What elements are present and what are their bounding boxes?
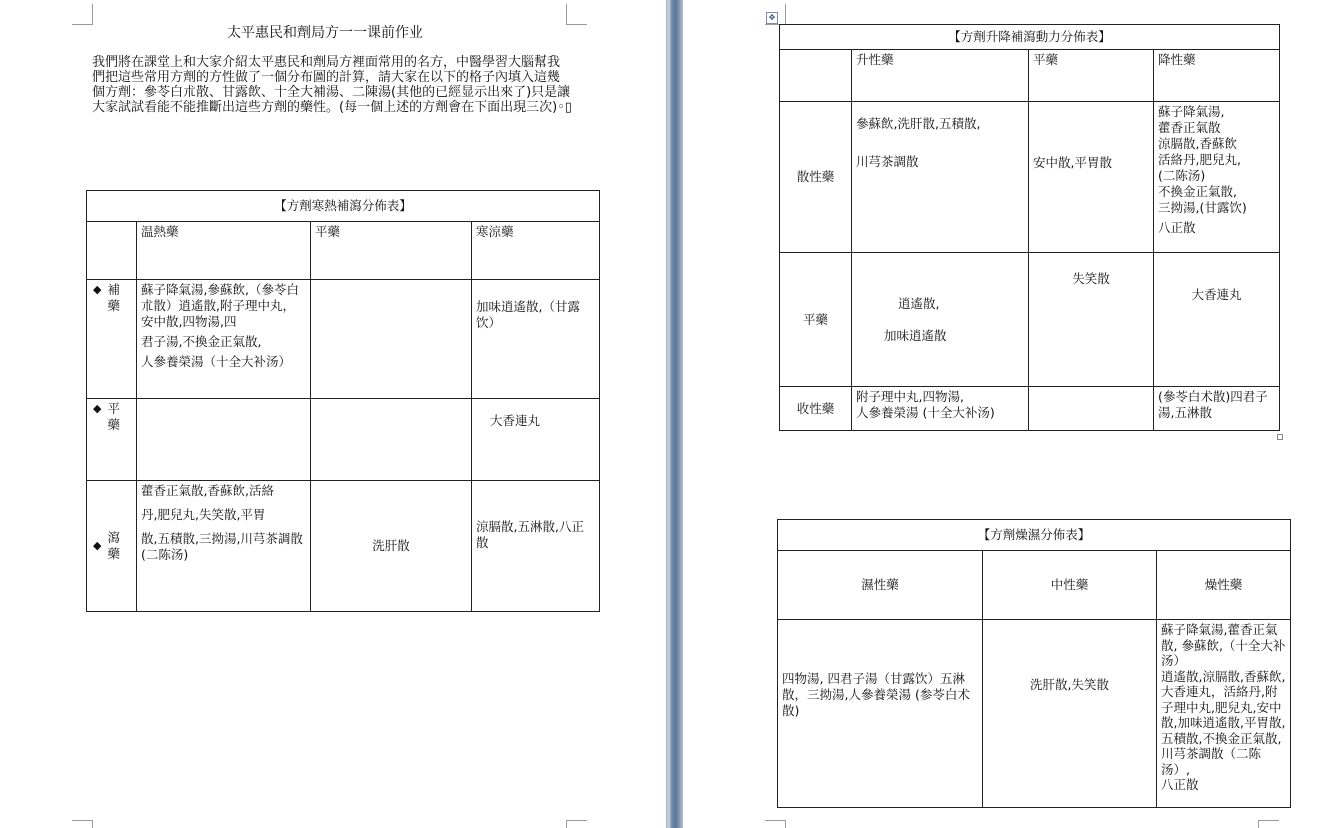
table-cell: 四物湯, 四君子湯（甘露饮）五淋散，三拗湯,人參養榮湯 (参苓白术散) (778, 620, 983, 808)
row-label (87, 481, 137, 612)
table-cell (1029, 387, 1154, 431)
table-cell (137, 280, 311, 399)
row-label (87, 399, 137, 481)
row-label (87, 280, 137, 399)
table-cell: 洗肝散 (311, 481, 472, 612)
table-cell: 涼膈散,五淋散,八正散 (472, 481, 600, 612)
cell-line: 附子理中丸,四物湯, (856, 389, 964, 404)
cell-line: 八正散 (1161, 777, 1199, 792)
move-icon[interactable]: ✥ (766, 12, 778, 24)
cell-line: 君子湯,不換金正氣散, (141, 334, 262, 349)
intro-paragraph: 我們將在課堂上和大家介紹太平惠民和劑局方裡面常用的名方，中醫學習大腦幫我們把這些常用方劑的方性做了一個分布圖的計算，請大家在以下的格子內填入這幾個方劑：參苓白朮散、甘露飲、十全大補湯、二陳湯(其他的已經显示出來了)只是讓大家試試看能不能推斷出這些方劑的藥性。(每一個上述的方劑會在下面出現三次)◦▯ (92, 55, 572, 115)
table-cell (1154, 253, 1280, 387)
cell-line: 八正散 (1158, 220, 1196, 235)
diamond-bullet-icon: ◆ (93, 539, 102, 552)
cell-line: 人參養榮湯 (十全大补汤) (856, 405, 995, 420)
cell-line: 蘇子降氣湯,藿香正氣散, 參蘇飲,（十全大补汤） (1161, 622, 1286, 668)
cell-line: 加味逍遙散 (884, 327, 947, 343)
table-resize-handle[interactable] (1277, 434, 1283, 440)
row-label: 散性藥 (780, 102, 852, 253)
cell-line: 藿香正氣散 (1158, 120, 1221, 135)
table-cell (852, 102, 1029, 253)
diamond-bullet-icon: ◆ (93, 283, 102, 296)
row-label-text: 平藥 (107, 401, 120, 432)
corner-cell (780, 50, 852, 102)
cell-line: 參蘇飲,洗肝散,五積散, (856, 116, 981, 131)
table-cell (137, 399, 311, 481)
table-cell (311, 399, 472, 481)
cell-line: 藿香正氣散,香蘇飲,活絡 (141, 483, 274, 498)
cell-line: 三拗湯,(甘露饮) (1158, 200, 1247, 215)
column-header: 燥性藥 (1157, 551, 1291, 620)
cell-line: 逍遙散, (898, 295, 940, 311)
row-label-text: 補藥 (107, 282, 120, 313)
cell-line: 人參養榮湯（十全大补汤） (141, 354, 292, 369)
table-cell (1154, 387, 1280, 431)
cell-line: 涼膈散,香蘇飲 (1158, 136, 1237, 151)
table-cell: 安中散,平胃散 (1029, 102, 1154, 253)
column-header: 降性藥 (1154, 50, 1280, 102)
page-left (0, 0, 666, 828)
table-dry-damp (777, 519, 1291, 808)
diamond-bullet-icon: ◆ (93, 402, 102, 415)
crop-mark (765, 820, 786, 828)
table-caption: 【方劑寒熱補瀉分佈表】 (87, 191, 600, 222)
crop-mark (566, 820, 587, 828)
column-header: 温熱藥 (137, 222, 311, 280)
column-header: 中性藥 (983, 551, 1157, 620)
table-cell: 加味逍遙散,（甘露饮） (472, 280, 600, 399)
row-label-text: 瀉藥 (107, 530, 120, 561)
table-cell (1154, 102, 1280, 253)
crop-mark (72, 820, 93, 828)
cell-line: (參苓白术散)四君子湯,五淋散 (1158, 389, 1268, 420)
row-label: 平藥 (780, 253, 852, 387)
table-cell (852, 253, 1029, 387)
table-cell: 失笑散 (1029, 253, 1154, 387)
column-header: 升性藥 (852, 50, 1029, 102)
table-cell (1157, 620, 1291, 808)
table-cold-hot (86, 190, 600, 612)
column-header: 平藥 (1029, 50, 1154, 102)
table-cell: 洗肝散,失笑散 (983, 620, 1157, 808)
cell-line: 散,五積散,三拗湯,川芎茶調散(二陈汤) (141, 531, 303, 562)
cell-line: 蘇子降氣湯, (1158, 104, 1225, 119)
document-title: 太平惠民和劑局方一一课前作业 (227, 25, 423, 41)
row-label: 收性藥 (780, 387, 852, 431)
table-cell (311, 280, 472, 399)
column-header: 平藥 (311, 222, 472, 280)
cell-line: 活絡丹,肥兒丸, (1158, 152, 1241, 167)
cell-line: 丹,肥兒丸,失笑散,平胃 (141, 507, 266, 522)
cell-line: 大香連丸 (1191, 287, 1242, 302)
cell-line: 川芎茶調散 (856, 154, 919, 169)
column-header: 濕性藥 (778, 551, 983, 620)
table-caption: 【方劑升降補瀉動力分佈表】 (780, 25, 1280, 50)
table-cell (852, 387, 1029, 431)
column-header: 寒涼藥 (472, 222, 600, 280)
page-divider (666, 0, 683, 828)
crop-mark (1258, 820, 1279, 828)
table-cell: 大香連丸 (472, 399, 600, 481)
cell-line: 逍遙散,涼膈散,香蘇飲,大香連丸，活絡丹,附子理中丸,肥兒丸,安中散,加味逍遙散,平胃散,五積散,不換金正氣散,川芎茶調散（二陈汤）, (1161, 668, 1286, 777)
table-cell (137, 481, 311, 612)
cell-line: (二陈汤) (1158, 168, 1206, 183)
table-caption: 【方劑燥濕分佈表】 (778, 520, 1291, 551)
crop-mark (566, 4, 587, 25)
table-rise-fall (779, 24, 1280, 431)
corner-cell (87, 222, 137, 280)
cell-line: 蘇子降氣湯,參蘇飲,（參苓白朮散）逍遙散,附子理中丸，安中散,四物湯,四 (141, 282, 299, 329)
cell-line: 不換金正氣散, (1158, 184, 1237, 199)
